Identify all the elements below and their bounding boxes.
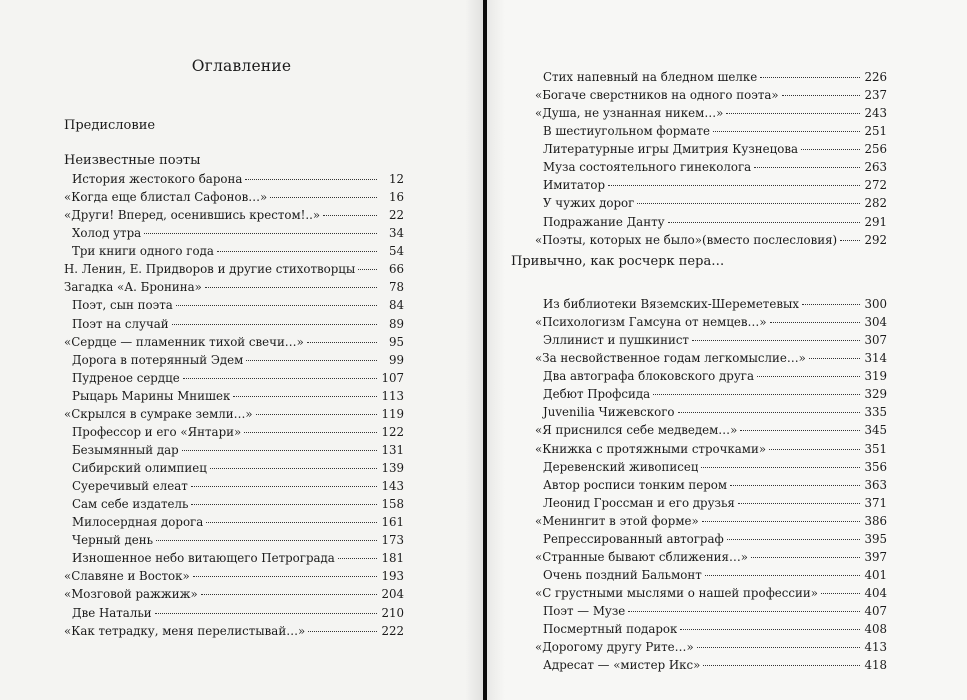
toc-entry-title: Автор росписи тонким пером: [543, 477, 728, 492]
toc-entry: [64, 423, 404, 441]
toc-entry-page: 397: [864, 549, 887, 564]
dot-leader: [244, 432, 377, 433]
dot-leader: [246, 360, 377, 361]
toc-entry-page: 291: [864, 214, 887, 229]
dot-leader: [769, 449, 860, 450]
right-page: [487, 0, 967, 700]
toc-entry-title: Суеречивый елеат: [72, 479, 188, 494]
dot-leader: [206, 522, 377, 523]
toc-entry-page: 89: [388, 316, 404, 331]
dot-leader: [338, 558, 377, 559]
dot-leader: [692, 340, 860, 341]
toc-entry-title: Профессор и его «Янтари»: [72, 424, 242, 439]
dot-leader: [760, 77, 860, 78]
toc-entry: [535, 530, 887, 548]
toc-entry: [64, 585, 404, 603]
toc-entry: [535, 385, 887, 403]
dot-leader: [155, 613, 377, 614]
toc-entry: [64, 188, 404, 206]
toc-entry-title: «Душа, не узнанная никем…»: [535, 106, 724, 121]
dot-leader: [201, 594, 377, 595]
toc-entry-title: Имитатор: [543, 178, 606, 193]
dot-leader: [323, 215, 377, 216]
dot-leader: [738, 503, 860, 504]
dot-leader: [256, 414, 377, 415]
toc-entry-title: Изношенное небо витающего Петрограда: [72, 551, 335, 566]
toc-entry-title: В шестиугольном формате: [543, 124, 710, 139]
toc-entry: [535, 620, 887, 638]
dot-leader: [172, 324, 377, 325]
toc-entry-title: «Как тетрадку, меня перелистывай…»: [64, 623, 306, 638]
dot-leader: [608, 185, 860, 186]
dot-leader: [701, 467, 860, 468]
toc-entry-page: 404: [864, 586, 887, 600]
toc-entry: [535, 440, 887, 458]
toc-entry: [535, 367, 887, 385]
toc-entry-title: «Мозговой ражжиж»: [64, 587, 198, 602]
toc-entry-title: Подражание Данту: [543, 214, 665, 229]
toc-entry-page: 407: [864, 604, 887, 619]
toc-entry-page: 204: [381, 587, 404, 602]
toc-entry-title: Литературные игры Дмитрия Кузнецова: [543, 142, 799, 157]
toc-list: [64, 170, 404, 640]
toc-entry: [535, 548, 887, 566]
toc-entry: [64, 369, 404, 387]
toc-entry-title: «Психологизм Гамсуна от немцев…»: [535, 315, 767, 330]
toc-entry: [64, 567, 404, 585]
toc-entry: [535, 349, 887, 367]
toc-entry-page: 158: [381, 497, 404, 512]
dot-leader: [308, 631, 377, 632]
toc-entry-page: 66: [388, 262, 404, 277]
dot-leader: [702, 521, 860, 522]
dot-leader: [697, 647, 860, 648]
toc-entry-page: 161: [381, 515, 404, 530]
toc-entry-title: «Я приснился себе медведем…»: [535, 423, 738, 438]
toc-entry: [64, 604, 404, 622]
toc-entry-page: 34: [388, 226, 404, 241]
toc-entry: [535, 602, 887, 620]
dot-leader: [307, 342, 377, 343]
dot-leader: [245, 179, 377, 180]
toc-entry: [535, 104, 887, 122]
dot-leader: [628, 611, 860, 612]
toc-entry-title: Juvenilia Чижевского: [543, 405, 675, 420]
toc-entry-title: Сибирский олимпиец: [72, 461, 207, 475]
toc-entry: [64, 531, 404, 549]
dot-leader: [801, 149, 860, 150]
toc-entry: [535, 86, 887, 104]
toc-entry: [535, 68, 887, 86]
toc-entry: [64, 242, 404, 260]
toc-entry-title: «Странные бывают сближения…»: [535, 549, 748, 564]
toc-entry: [535, 122, 887, 140]
toc-entry-title: «Книжка с протяжными строчками»: [535, 441, 767, 456]
toc-entry: [64, 224, 404, 242]
toc-entry: [535, 584, 887, 602]
toc-entry-page: 395: [864, 531, 887, 546]
toc-entry-page: 292: [864, 232, 887, 247]
toc-entry-page: 139: [381, 461, 404, 475]
toc-entry-title: Из библиотеки Вяземских-Шереметевых: [543, 297, 800, 311]
toc-entry-title: Поэт — Музе: [543, 604, 626, 619]
dot-leader: [751, 557, 860, 558]
toc-entry-page: 401: [864, 567, 887, 582]
toc-entry-page: 143: [381, 479, 404, 494]
toc-entry-page: 363: [864, 477, 887, 492]
toc-entry-page: 237: [864, 88, 887, 103]
toc-entry-title: «Поэты, которых не было»(вместо послесловия): [535, 232, 838, 247]
toc-entry-page: 95: [388, 334, 404, 349]
toc-entry-page: 251: [864, 124, 887, 139]
toc-entry-title: «Богаче сверстников на одного поэта»: [535, 88, 779, 103]
toc-entry-title: Милосердная дорога: [72, 515, 204, 530]
toc-entry: [535, 331, 887, 349]
dot-leader: [680, 629, 860, 630]
toc-entry: [535, 403, 887, 421]
toc-entry-page: 243: [864, 106, 887, 121]
toc-entry-page: 282: [864, 196, 887, 211]
dot-leader: [730, 485, 860, 486]
dot-leader: [210, 468, 377, 469]
toc-entry: [535, 476, 887, 494]
toc-entry-title: Н. Ленин, Е. Придворов и другие стихотворцы: [64, 262, 356, 277]
dot-leader: [358, 269, 377, 270]
toc-entry-title: Холод утра: [72, 226, 142, 241]
toc-entry-page: 173: [381, 533, 404, 548]
dot-leader: [182, 450, 377, 451]
toc-entry: [64, 351, 404, 369]
toc-entry-title: Деревенский живописец: [543, 459, 699, 474]
toc-entry-page: 418: [864, 658, 887, 673]
toc-entry-title: Эллинист и пушкинист: [543, 333, 689, 348]
dot-leader: [270, 197, 377, 198]
toc-entry-page: 54: [388, 244, 404, 259]
toc-entry-title: Рыцарь Марины Мнишек: [72, 388, 231, 403]
toc-entry-title: Черный день: [72, 533, 154, 548]
dot-leader: [144, 233, 377, 234]
dot-leader: [183, 378, 377, 379]
toc-entry: [64, 549, 404, 567]
dot-leader: [757, 376, 860, 377]
dot-leader: [191, 486, 377, 487]
toc-entry-title: Репрессированный автограф: [543, 531, 724, 546]
dot-leader: [205, 287, 377, 288]
toc-entry-page: 226: [864, 70, 887, 84]
dot-leader: [713, 131, 860, 132]
toc-entry-title: Пудреное сердце: [72, 370, 180, 385]
toc-entry-page: 413: [864, 640, 887, 655]
toc-entry-title: «Дорогому другу Рите…»: [535, 640, 694, 655]
toc-entry-title: Адресат — «мистер Икс»: [543, 658, 701, 673]
page-title: Оглавление: [191, 57, 292, 75]
toc-entry: [535, 158, 887, 176]
toc-entry: [64, 441, 404, 459]
toc-entry-title: «Други! Вперед, осенившись крестом!..»: [64, 208, 321, 223]
toc-entry: [64, 495, 404, 513]
toc-list: [535, 295, 887, 674]
section-heading-unknown-poets: Неизвестные поэты: [64, 153, 201, 168]
dot-leader: [809, 358, 860, 359]
toc-entry-title: «Славяне и Восток»: [64, 569, 190, 584]
toc-entry-title: Поэт на случай: [72, 316, 169, 331]
toc-entry-title: Дебют Профсида: [543, 387, 651, 402]
toc-entry: [64, 315, 404, 333]
toc-entry-title: Две Натальи: [72, 605, 152, 620]
toc-entry-page: 356: [864, 459, 887, 474]
toc-entry-page: 16: [388, 190, 404, 205]
dot-leader: [740, 430, 860, 431]
toc-entry: [535, 176, 887, 194]
dot-leader: [705, 575, 860, 576]
toc-entry: [535, 421, 887, 439]
toc-entry-title: «Скрылся в сумраке земли…»: [64, 406, 253, 421]
toc-entry-page: 181: [381, 551, 404, 566]
toc-list: [535, 68, 887, 249]
toc-entry-page: 319: [864, 369, 887, 384]
toc-entry-title: Два автографа блоковского друга: [543, 369, 755, 384]
toc-entry-title: История жестокого барона: [72, 172, 243, 186]
dot-leader: [156, 540, 377, 541]
dot-leader: [727, 539, 860, 540]
toc-entry: [535, 140, 887, 158]
dot-leader: [668, 222, 860, 223]
toc-entry: [64, 333, 404, 351]
toc-entry-page: 314: [864, 351, 887, 366]
toc-entry-page: 263: [864, 160, 887, 175]
toc-entry: [64, 260, 404, 278]
toc-entry: [64, 459, 404, 477]
toc-entry-title: Поэт, сын поэта: [72, 298, 173, 313]
toc-entry-title: «Сердце — пламенник тихой свечи…»: [64, 334, 304, 349]
toc-entry: [64, 206, 404, 224]
toc-entry-page: 371: [864, 495, 887, 510]
dot-leader: [821, 593, 860, 594]
dot-leader: [217, 251, 377, 252]
toc-entry: [64, 622, 404, 640]
toc-entry-page: 329: [864, 387, 887, 402]
toc-entry-page: 335: [864, 405, 887, 420]
toc-entry-title: «С грустными мыслями о нашей профессии»: [535, 586, 818, 600]
dot-leader: [653, 394, 860, 395]
toc-entry: [535, 295, 887, 313]
toc-entry-page: 304: [864, 315, 887, 330]
toc-entry: [535, 213, 887, 231]
toc-entry: [535, 194, 887, 212]
dot-leader: [193, 576, 377, 577]
toc-entry-page: 222: [381, 623, 404, 638]
toc-entry-page: 351: [864, 441, 887, 456]
page-gutter-shadow: [465, 0, 483, 700]
toc-entry-title: Три книги одного года: [72, 244, 214, 259]
toc-entry-title: «Когда еще блистал Сафонов…»: [64, 190, 268, 205]
section-heading-preface: Предисловие: [64, 118, 156, 133]
section-heading-signature: Привычно, как росчерк пера…: [511, 254, 725, 269]
toc-entry-page: 386: [864, 513, 887, 528]
toc-entry-page: 84: [388, 298, 404, 313]
toc-entry: [535, 638, 887, 656]
toc-entry: [535, 231, 887, 249]
toc-entry-title: «За несвойственное годам легкомыслие…»: [535, 351, 806, 366]
toc-entry: [535, 313, 887, 331]
toc-entry-page: 345: [864, 423, 887, 438]
toc-entry: [535, 458, 887, 476]
toc-entry: [535, 494, 887, 512]
toc-entry-page: 113: [381, 388, 404, 403]
toc-entry: [64, 405, 404, 423]
toc-entry: [535, 656, 887, 674]
toc-entry-page: 307: [864, 333, 887, 348]
toc-entry-page: 300: [864, 297, 887, 311]
dot-leader: [233, 396, 377, 397]
toc-entry-page: 12: [388, 172, 404, 186]
toc-entry-page: 210: [381, 605, 404, 620]
toc-entry-page: 256: [864, 142, 887, 157]
toc-entry-page: 119: [381, 406, 404, 421]
toc-entry: [64, 513, 404, 531]
dot-leader: [637, 203, 860, 204]
dot-leader: [678, 412, 861, 413]
toc-entry: [535, 512, 887, 530]
dot-leader: [191, 504, 377, 505]
toc-entry: [64, 278, 404, 296]
toc-entry: [64, 387, 404, 405]
toc-entry-title: Леонид Гроссман и его друзья: [543, 495, 735, 510]
dot-leader: [770, 322, 860, 323]
toc-entry: [64, 296, 404, 314]
dot-leader: [754, 167, 860, 168]
toc-entry-title: «Менингит в этой форме»: [535, 513, 699, 528]
page-gutter-shadow: [487, 0, 505, 700]
toc-entry-title: Дорога в потерянный Эдем: [72, 352, 244, 367]
toc-entry-title: Стих напевный на бледном шелке: [543, 70, 758, 84]
toc-entry-page: 107: [381, 370, 404, 385]
toc-entry-title: Загадка «А. Бронина»: [64, 280, 202, 295]
toc-entry-page: 193: [381, 569, 404, 584]
toc-entry-page: 22: [388, 208, 404, 223]
left-page: [0, 0, 483, 700]
toc-entry-title: Муза состоятельного гинеколога: [543, 160, 752, 175]
dot-leader: [802, 304, 860, 305]
toc-entry-title: Очень поздний Бальмонт: [543, 567, 702, 582]
toc-entry-page: 272: [864, 178, 887, 193]
toc-entry-title: Безымянный дар: [72, 442, 179, 457]
toc-entry: [64, 477, 404, 495]
toc-entry-page: 131: [381, 442, 404, 457]
dot-leader: [726, 113, 860, 114]
toc-entry-page: 99: [388, 352, 404, 367]
toc-entry-title: Сам себе издатель: [72, 497, 189, 512]
dot-leader: [840, 240, 860, 241]
dot-leader: [176, 305, 377, 306]
toc-entry: [64, 170, 404, 188]
dot-leader: [782, 95, 860, 96]
toc-entry-title: Посмертный подарок: [543, 622, 678, 637]
dot-leader: [703, 665, 860, 666]
toc-entry-title: У чужих дорог: [543, 196, 635, 211]
toc-entry: [535, 566, 887, 584]
toc-entry-page: 122: [381, 424, 404, 439]
toc-entry-page: 408: [864, 622, 887, 637]
toc-entry-page: 78: [388, 280, 404, 295]
